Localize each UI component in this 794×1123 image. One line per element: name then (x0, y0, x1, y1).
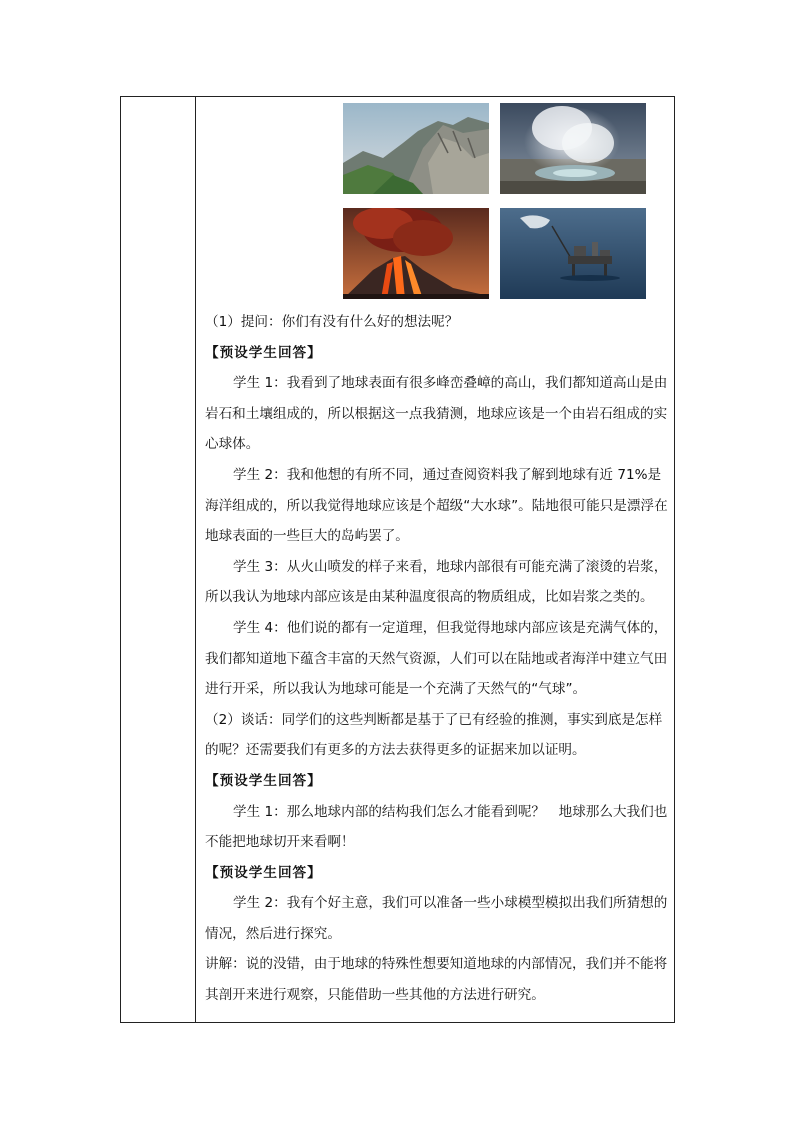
section-heading: 【预设学生回答】 (205, 344, 322, 361)
section-heading: 【预设学生回答】 (205, 864, 322, 881)
lesson-paragraph: （1）提问：你们有没有什么好的想法呢？ (205, 314, 459, 330)
geyser-photo (500, 103, 646, 194)
student-answer-paragraph: 学生 4：他们说的都有一定道理，但我觉得地球内部应该是充满气体的，我们都知道地下蕴含丰富的天然气资源，人们可以在陆地或者海洋中建立气田进行开采，所以我认为地球可能是一个充满了天然气的“气球”。 (205, 619, 668, 698)
table-content-cell (197, 97, 675, 1022)
table-left-column (121, 97, 196, 1022)
student-answer-paragraph: 学生 2：我和他想的有所不同，通过查阅资料我了解到地球有近 71%是海洋组成的，所以我觉得地球应该是个超级“大水球”。陆地很可能只是漂浮在地球表面的一些巨大的岛屿罢了。 (205, 466, 668, 545)
student-answer-paragraph: 学生 1：那么地球内部的结构我们怎么才能看到呢？ 地球那么大我们也不能把地球切开来看啊！ (205, 803, 668, 851)
student-answer-paragraph: 学生 3：从火山喷发的样子来看，地球内部很有可能充满了滚烫的岩浆，所以我认为地球内部应该是由某种温度很高的物质组成，比如岩浆之类的。 (205, 558, 668, 606)
section-heading: 【预设学生回答】 (205, 772, 322, 789)
volcano-photo (343, 208, 489, 299)
student-answer-paragraph: 学生 2：我有个好主意，我们可以准备一些小球模型模拟出我们所猜想的情况，然后进行探究。 (205, 895, 668, 942)
lesson-paragraph: （2）谈话：同学们的这些判断都是基于了已有经验的推测，事实到底是怎样的呢？还需要我们有更多的方法去获得更多的证据来加以证明。 (205, 711, 663, 759)
lesson-text (205, 307, 671, 1011)
mountain-photo (343, 103, 489, 194)
lesson-paragraph: 讲解：说的没错，由于地球的特殊性想要知道地球的内部情况，我们并不能将其剖开来进行观察，只能借助一些其他的方法进行研究。 (205, 956, 668, 1004)
oil-rig-photo (500, 208, 646, 299)
student-answer-paragraph: 学生 1：我看到了地球表面有很多峰峦叠嶂的高山，我们都知道高山是由岩石和土壤组成的，所以根据这一点我猜测，地球应该是一个由岩石组成的实心球体。 (205, 375, 668, 453)
lesson-table (120, 96, 675, 1023)
